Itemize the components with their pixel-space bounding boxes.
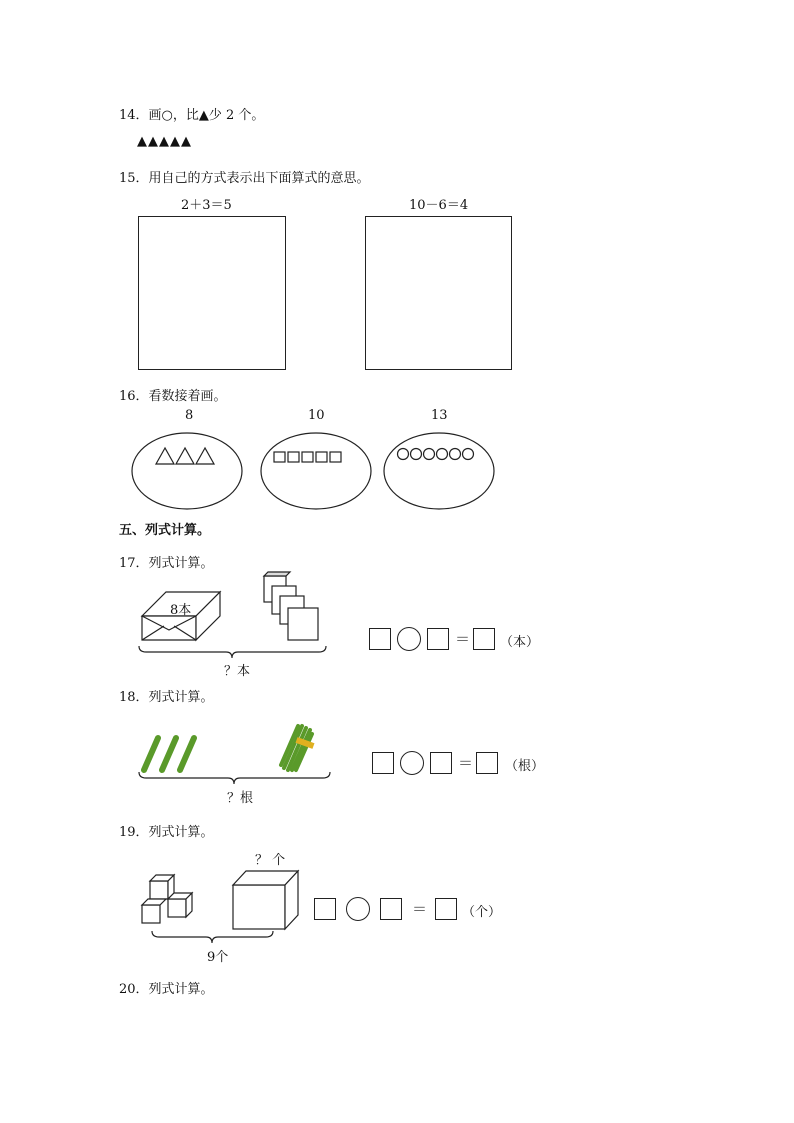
unit-label: （根） xyxy=(505,759,545,774)
equals-sign: ＝ xyxy=(458,754,474,772)
equals-sign: ＝ xyxy=(412,900,428,918)
unit-label: （本） xyxy=(500,635,540,650)
question-15: 15．用自己的方式表示出下面算式的意思。 xyxy=(119,171,370,186)
book-package-label: 8本 xyxy=(170,603,192,618)
count-label-3: 13 xyxy=(431,408,448,423)
question-17: 17．列式计算。 xyxy=(119,556,214,571)
stick-bundle-icon xyxy=(281,726,314,770)
q19-top-label: ？ 个 xyxy=(255,853,286,868)
operator-circle[interactable] xyxy=(346,897,370,921)
drawing-box-right[interactable] xyxy=(365,216,512,370)
answer-box-result[interactable] xyxy=(476,752,498,774)
answer-box-1[interactable] xyxy=(372,752,394,774)
answer-box-1[interactable] xyxy=(314,898,336,920)
question-16: 16．看数接着画。 xyxy=(119,389,227,404)
operator-circle[interactable] xyxy=(400,751,424,775)
question-14: 14．画○，比▲少 2 个。 xyxy=(119,108,265,123)
unit-label: （个） xyxy=(462,905,502,920)
answer-box-result[interactable] xyxy=(473,628,495,650)
small-cubes-icon xyxy=(142,875,192,923)
q17-books-figure xyxy=(136,572,336,657)
question-20: 20．列式计算。 xyxy=(119,982,214,997)
brace xyxy=(139,772,330,784)
answer-box-1[interactable] xyxy=(369,628,391,650)
q18-brace-label: ？根 xyxy=(227,791,254,806)
drawing-box-left[interactable] xyxy=(138,216,286,370)
answer-box-2[interactable] xyxy=(427,628,449,650)
circle-shapes xyxy=(398,449,474,460)
brace xyxy=(139,646,326,658)
section-5-heading: 五、列式计算。 xyxy=(119,523,211,538)
equation-left: 2＋3＝5 xyxy=(181,198,232,213)
operator-circle[interactable] xyxy=(397,627,421,651)
triangle-row: ▲▲▲▲▲ xyxy=(137,134,192,149)
square-shapes xyxy=(274,452,341,462)
q18-sticks-figure xyxy=(136,718,336,788)
count-label-1: 8 xyxy=(185,408,194,423)
answer-box-2[interactable] xyxy=(380,898,402,920)
brace xyxy=(152,931,273,943)
ellipse-circles[interactable] xyxy=(384,433,494,509)
answer-box-2[interactable] xyxy=(430,752,452,774)
count-label-2: 10 xyxy=(308,408,325,423)
equation-right: 10－6＝4 xyxy=(409,198,469,213)
question-19: 19．列式计算。 xyxy=(119,825,214,840)
q19-cubes-figure xyxy=(136,865,306,955)
q19-brace-label: 9个 xyxy=(207,950,229,965)
ellipse-triangles[interactable] xyxy=(132,433,242,509)
stick-icons xyxy=(144,738,194,770)
question-18: 18．列式计算。 xyxy=(119,690,214,705)
ellipse-squares[interactable] xyxy=(261,433,371,509)
q17-brace-label: ？本 xyxy=(224,664,251,679)
single-books-icon xyxy=(264,572,318,640)
large-cube-icon xyxy=(233,871,298,929)
equals-sign: ＝ xyxy=(455,630,471,648)
answer-box-result[interactable] xyxy=(435,898,457,920)
q16-figure xyxy=(130,425,500,513)
triangle-shapes xyxy=(156,448,214,464)
